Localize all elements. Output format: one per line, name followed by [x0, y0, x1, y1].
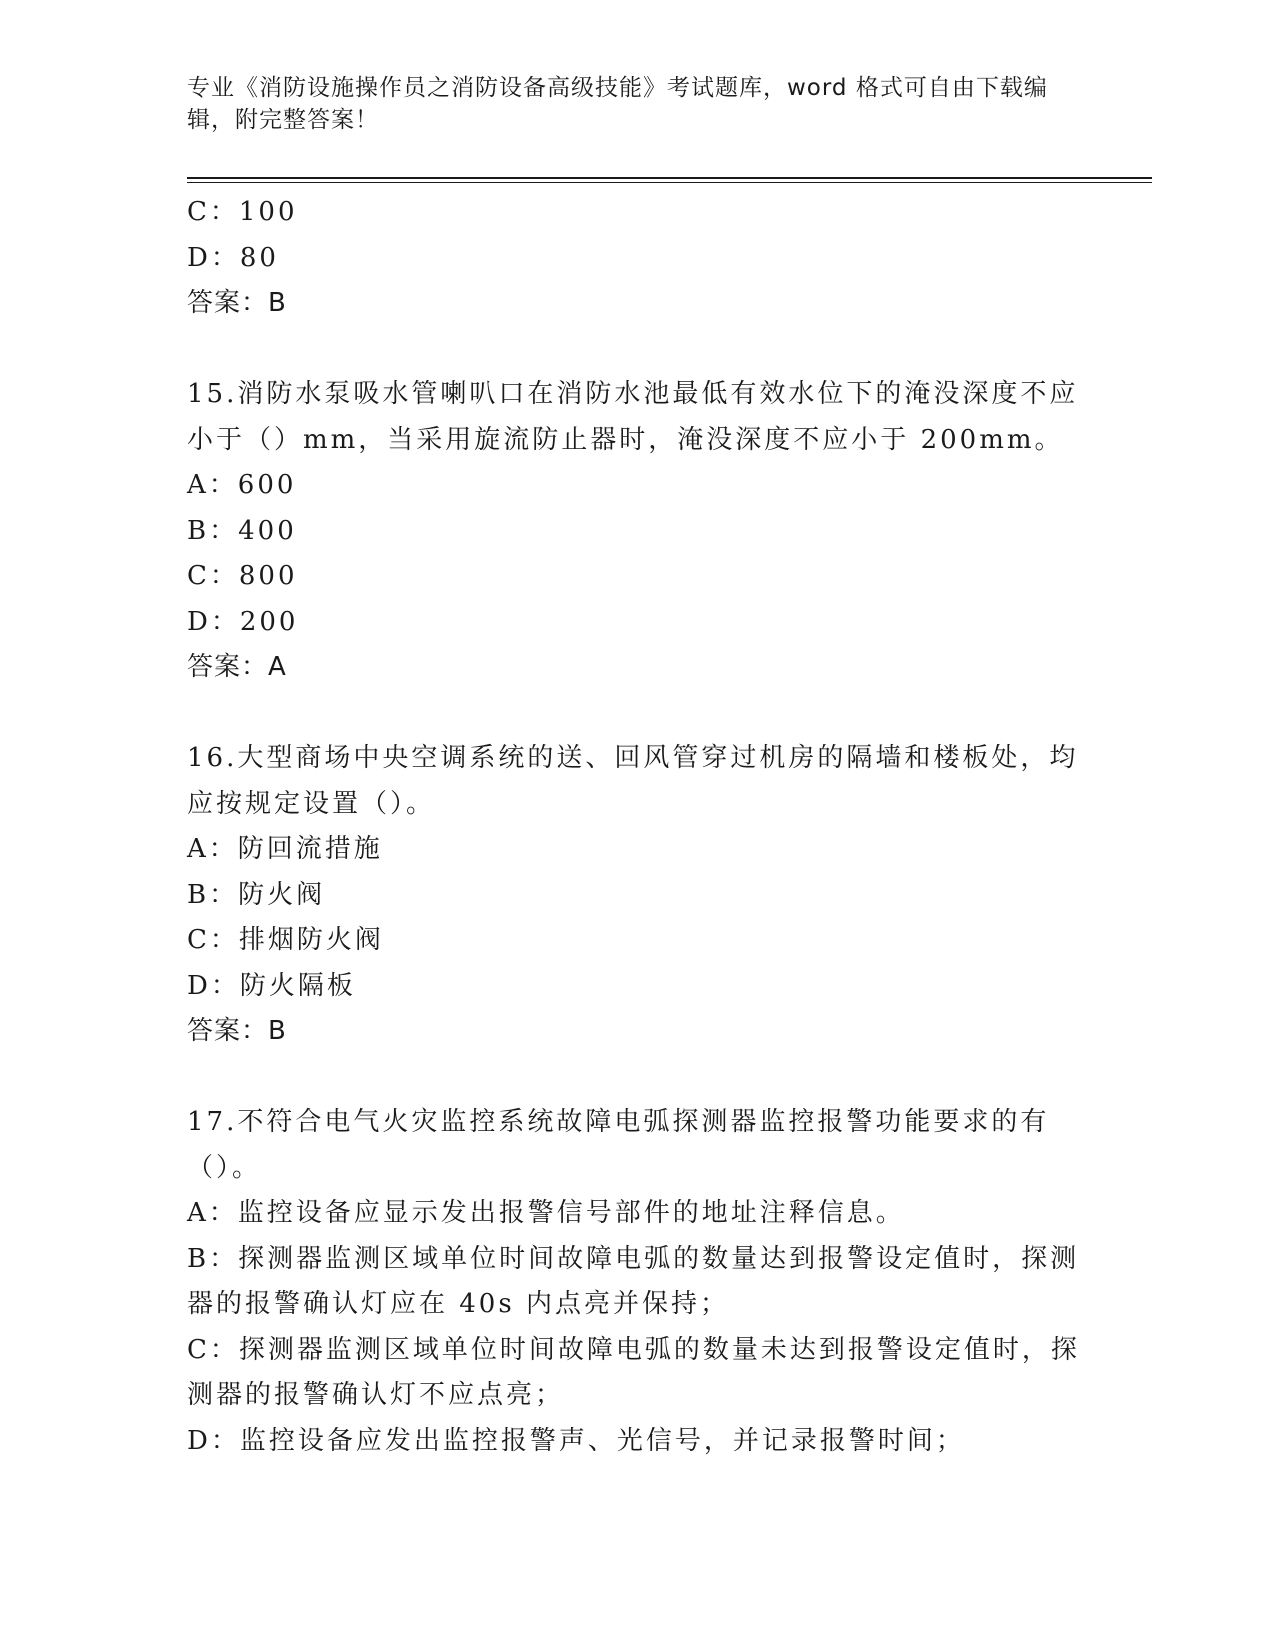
option-d: D：监控设备应发出监控报警声、光信号，并记录报警时间； [187, 1425, 965, 1456]
question-list [187, 190, 1087, 1464]
question-14-tail [187, 190, 1087, 327]
question-15 [187, 372, 1087, 691]
option-d: D：200 [187, 606, 299, 637]
option-c: C：排烟防火阀 [187, 925, 384, 955]
option-c: C：800 [187, 561, 298, 591]
spacer [187, 327, 1087, 373]
option-b: B：探测器监测区域单位时间故障电弧的数量达到报警设定值时，探测器的报警确认灯应在 40s 内点亮并保持； [187, 1243, 1080, 1319]
answer-line: 答案：A [187, 652, 287, 682]
option-a: A：监控设备应显示发出报警信号部件的地址注释信息。 [187, 1198, 905, 1228]
header-divider-thick [187, 177, 1152, 179]
option-a: A：600 [187, 470, 297, 500]
option-c: C：探测器监测区域单位时间故障电弧的数量未达到报警设定值时，探测器的报警确认灯不应点亮； [187, 1334, 1080, 1410]
answer-line: 答案：B [187, 288, 287, 318]
header-divider-thin [187, 182, 1152, 183]
question-stem: 15.消防水泵吸水管喇叭口在消防水池最低有效水位下的淹没深度不应小于（）mm，当采用旋流防止器时，淹没深度不应小于 200mm。 [187, 379, 1079, 455]
option-b: B：400 [187, 515, 297, 546]
option-c: C：100 [187, 197, 298, 227]
option-d: D：防火隔板 [187, 970, 356, 1001]
page-header: 专业《消防设施操作员之消防设备高级技能》考试题库，word 格式可自由下载编辑，附完整答案！ [187, 75, 1048, 133]
question-stem: 17.不符合电气火灾监控系统故障电弧探测器监控报警功能要求的有（）。 [187, 1107, 1050, 1183]
option-b: B：防火阀 [187, 879, 326, 910]
question-16 [187, 736, 1087, 1055]
question-17 [187, 1100, 1087, 1464]
option-d: D：80 [187, 242, 279, 273]
spacer [187, 1055, 1087, 1101]
option-a: A：防回流措施 [187, 834, 383, 864]
spacer [187, 691, 1087, 737]
answer-line: 答案：B [187, 1016, 287, 1046]
question-stem: 16.大型商场中央空调系统的送、回风管穿过机房的隔墙和楼板处，均应按规定设置（）。 [187, 743, 1079, 819]
